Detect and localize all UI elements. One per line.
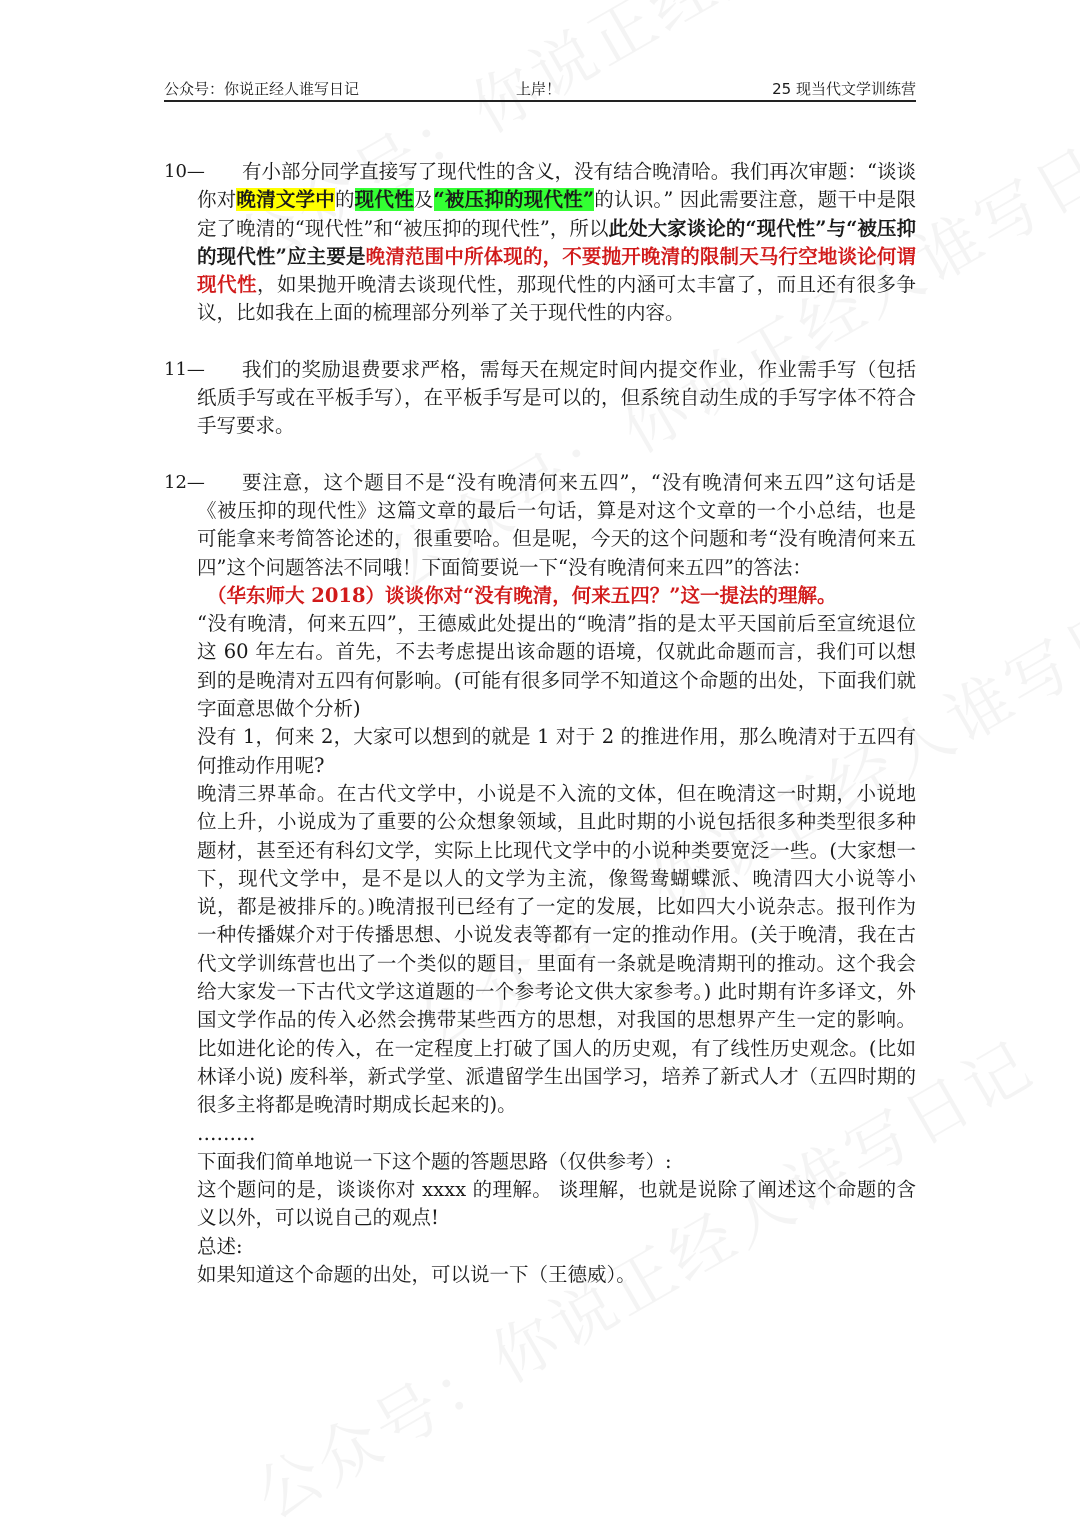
answer-paragraph: 晚清三界革命。在古代文学中，小说是不入流的文体，但在晚清这一时期，小说地位上升，小说成为了重要的公众想象领域，且此时期的小说包括很多种类型很多种题材，甚至还有科幻文学，实际上比现代文学中的小说种类要宽泛一些。(大家想一下，现代文学中，是不是以人的文学为主流，像鸳鸯蝴蝶派、晚清四大小说等小说，都是被排斥的。)晚清报刊已经有了一定的发展，比如四大小说杂志。报刊作为一种传播媒介对于传播思想、小说发表等都有一定的推动作用。(关于晚清，我在古代文学训练营也出了一个类似的题目，里面有一条就是晚清期刊的推动。这个我会给大家发一下古代文学这道题的一个参考论文供大家参考。) 此时期有许多译文，外国文学作品的传入必然会携带某些西方的思想，对我国的思想界产生一定的影响。比如进化论的传入，在一定程度上打破了国人的历史观，有了线性历史观念。(比如林译小说) 废科举，新式学堂、派遣留学生出国学习，培养了新式人才（五四时期的很多主将都是晚清时期成长起来的)。: [197, 781, 916, 1117]
header-left: 公众号：你说正经人谁写日记: [164, 80, 360, 98]
answer-paragraph: 总述:: [197, 1234, 243, 1258]
item-paragraph: 要注意，这个题目不是“没有晚清何来五四”，“没有晚清何来五四”这句话是《被压抑的现代性》这篇文章的最后一句话，算是对这个文章的一个小总结，也是可能拿来考简答论述的，很重要哈。但是呢，今天的这个问题和考“没有晚清何来五四”这个问题答法不同哦！下面简要说一下“没有晚清何来五四”的答法：: [197, 470, 916, 579]
note-item-12: [164, 469, 916, 1290]
header-right: 25 现当代文学训练营: [772, 80, 916, 98]
red-emphasis: 晚清范围中所体现的，不要抛开晚清的限制天马行空地谈论何谓现代性: [197, 244, 916, 297]
highlight-green: “被压抑的现代性”: [433, 188, 595, 212]
note-item-10: [164, 158, 916, 328]
item-paragraph: 我们的奖励退费要求严格，需每天在规定时间内提交作业，作业需手写（包括纸质手写或在平板手写），在平板手写是可以的，但系统自动生成的手写字体不符合手写要求。: [197, 357, 916, 438]
highlight-green: 现代性: [354, 188, 414, 212]
note-item-11: [164, 356, 916, 441]
answer-paragraph: 下面我们简单地说一下这个题的答题思路（仅供参考）:: [197, 1149, 672, 1173]
page-header: [164, 76, 916, 102]
highlight-yellow: 晚清文学中: [236, 188, 335, 212]
exam-question: （华东师大 2018）谈谈你对“没有晚清，何来五四？”这一提法的理解。: [207, 583, 837, 607]
answer-paragraph: 如果知道这个命题的出处，可以说一下（王德威）。: [197, 1262, 636, 1286]
item-number: 10—: [164, 161, 205, 182]
item-number: 12—: [164, 471, 205, 493]
header-center: 上岸！: [516, 80, 562, 98]
ellipsis: ………: [197, 1121, 256, 1145]
answer-paragraph: 没有 1，何来 2，大家可以想到的就是 1 对于 2 的推进作用，那么晚清对于五四有何推动作用呢?: [197, 725, 916, 777]
document-body: [164, 158, 916, 1317]
item-paragraph: 有小部分同学直接写了现代性的含义，没有结合晚清哈。我们再次审题：“谈谈你对晚清文学中的现代性及“被压抑的现代性”的认识。” 因此需要注意，题干中是限定了晚清的“现代性”和“被压抑的现代性”，所以此处大家谈论的“现代性”与“被压抑的现代性”应主要是晚清范围中所体现的，不要抛开晚清的限制天马行空地谈论何谓现代性，如果抛开晚清去谈现代性，那现代性的内涵可太丰富了，而且还有很多争议，比如我在上面的梳理部分列举了关于现代性的内容。: [197, 160, 916, 325]
bold-text: 此处大家谈论的“现代性”与“被压抑的现代性”应主要是: [197, 216, 916, 268]
answer-paragraph: “没有晚清，何来五四”，王德威此处提出的“晚清”指的是太平天国前后至宣统退位这 60 年左右。首先，不去考虑提出该命题的语境，仅就此命题而言，我们可以想到的是晚清对五四有何影响。(可能有很多同学不知道这个命题的出处，下面我们就字面意思做个分析): [197, 612, 916, 721]
item-number: 11—: [164, 358, 205, 380]
answer-paragraph: 这个题问的是，谈谈你对 xxxx 的理解。 谈理解，也就是说除了阐述这个命题的含义以外，可以说自己的观点!: [197, 1178, 916, 1230]
